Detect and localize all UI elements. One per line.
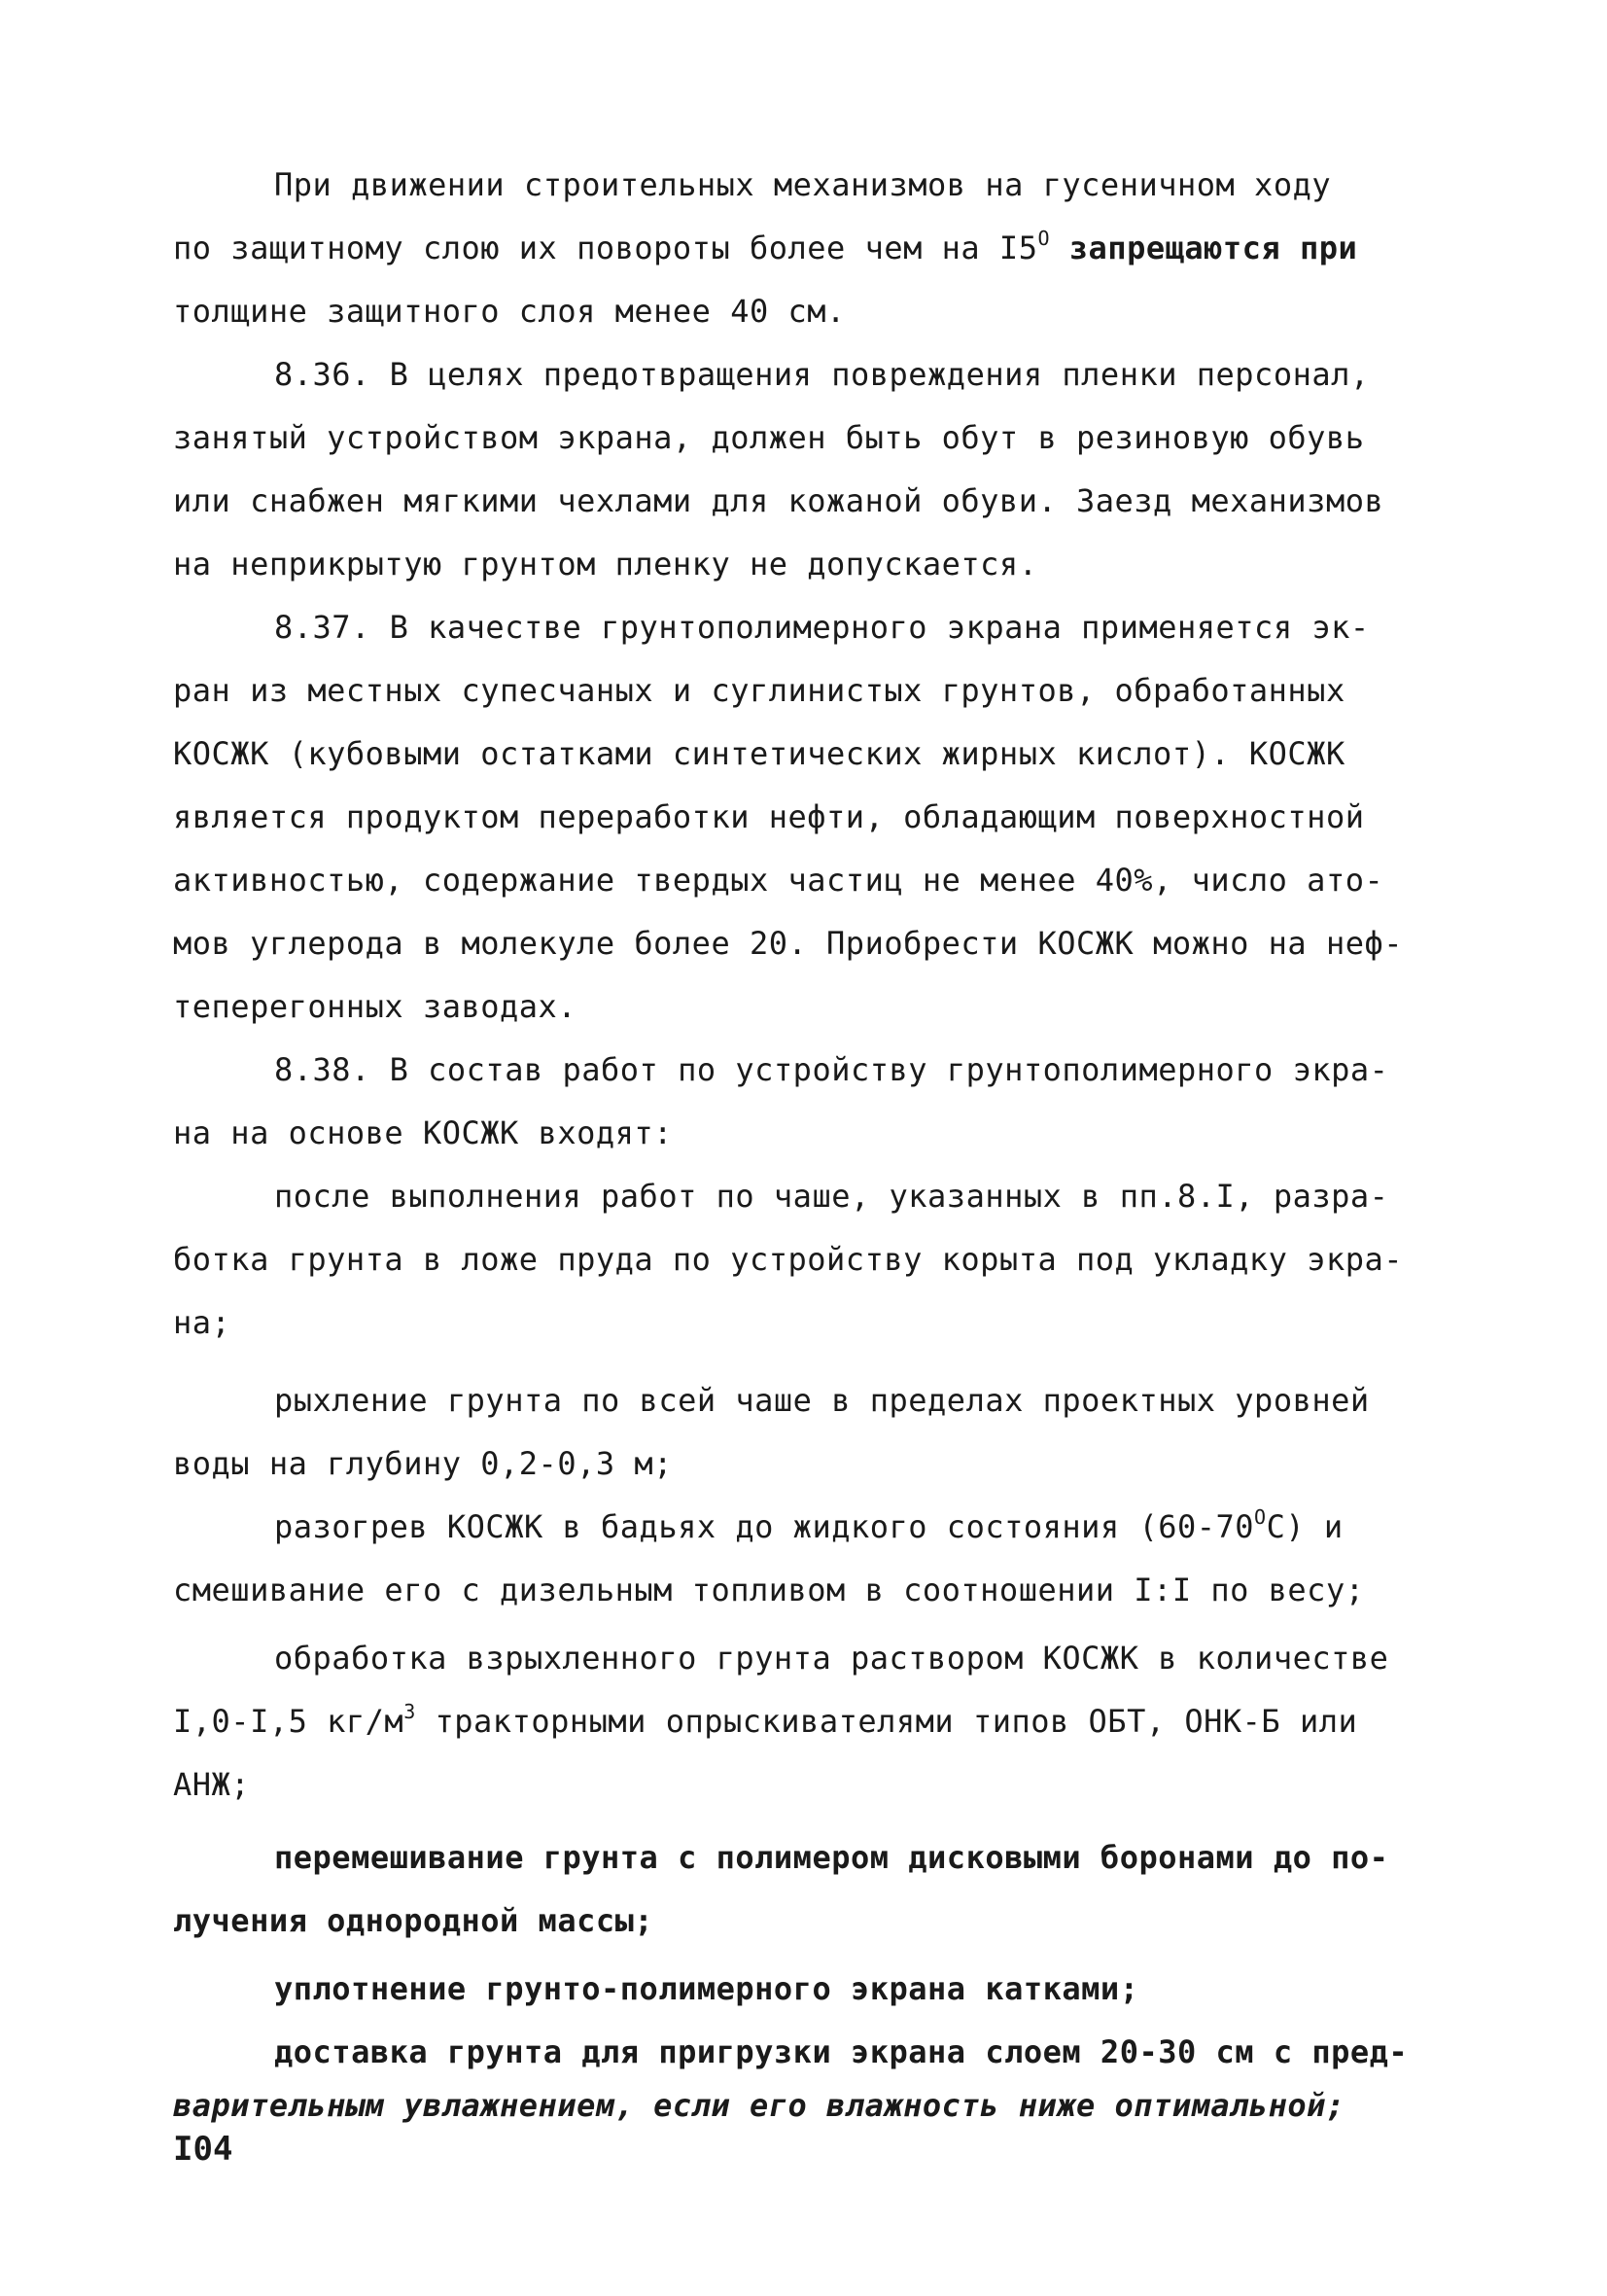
text-line: или снабжен мягкими чехлами для кожаной обуви. Заезд механизмов (173, 482, 1384, 519)
list-item: перемешивание грунта с полимером дисковыми боронами до по- (274, 1839, 1389, 1876)
list-item: после выполнения работ по чаше, указанных в пп.8.I, разра- (274, 1178, 1389, 1215)
text-line: активностью, содержание твердых частиц не менее 40%, число ато- (173, 862, 1384, 899)
text-line: смешивание его с дизельным топливом в соотношении I:I по весу; (173, 1572, 1365, 1608)
list-item: разогрев КОСЖК в бадьях до жидкого состояния $(60-70^OС)$ и (274, 1505, 1344, 1545)
paragraph-8-38-start: 8.38. В состав работ по устройству грунтополимерного экра- (274, 1051, 1389, 1088)
cubic-superscript: 3 (403, 1700, 416, 1723)
text-line: АНЖ; (173, 1766, 251, 1803)
text-line: теперегонных заводах. (173, 988, 577, 1025)
text-line: толщине защитного слоя менее 40 см. (173, 293, 846, 330)
list-item: обработка взрыхленного грунта раствором КОСЖК в количестве (274, 1640, 1389, 1677)
text-line: При движении строительных механизмов на гусеничном ходу (274, 166, 1332, 203)
text-line: является продуктом переработки нефти, обладающим поверхностной (173, 798, 1365, 835)
text-line: мов углерода в молекуле более 20. Приобрести КОСЖК можно на неф- (173, 925, 1403, 962)
list-item: рыхление грунта по всей чаше в пределах проектных уровней (274, 1382, 1370, 1419)
text-line: варительным увлажнением, если его влажность ниже оптимальной; (173, 2087, 1345, 2124)
text-line: на на основе КОСЖК входят: (173, 1114, 673, 1151)
text-line: КОСЖК (кубовыми остатками синтетических жирных кислот). КОСЖК (173, 735, 1345, 772)
paragraph-8-37-start: 8.37. В качестве грунтополимерного экрана применяется эк- (274, 609, 1370, 646)
text-line: воды на глубину 0,2-0,3 м; (173, 1445, 673, 1482)
paragraph-8-36-start: 8.36. В целях предотвращения повреждения пленки персонал, (274, 356, 1370, 393)
text-line: I,0-I,5 $кг/м^3$ тракторными опрыскивателями типов ОБТ, ОНК-Б или (173, 1700, 1358, 1740)
page-number: I04 (173, 2130, 233, 2169)
list-item: уплотнение грунто-полимерного экрана катками; (274, 1970, 1139, 2007)
text-line: на; (173, 1304, 231, 1341)
text-line: по защитному слою их повороты более чем на $I5^O$ запрещаются при (173, 227, 1358, 266)
text-line: занятый устройством экрана, должен быть обут в резиновую обувь (173, 419, 1365, 456)
text-line: ран из местных супесчаных и суглинистых грунтов, обработанных (173, 672, 1345, 709)
text-line: на неприкрытую грунтом пленку не допускается. (173, 546, 1038, 583)
list-item: доставка грунта для пригрузки экрана слоем 20-30 см с пред- (274, 2033, 1409, 2070)
text-line: ботка грунта в ложе пруда по устройству корыта под укладку экра- (173, 1241, 1403, 1278)
degree-superscript: O (1254, 1505, 1267, 1529)
degree-superscript: O (1037, 227, 1050, 250)
text-line: лучения однородной массы; (173, 1902, 654, 1939)
